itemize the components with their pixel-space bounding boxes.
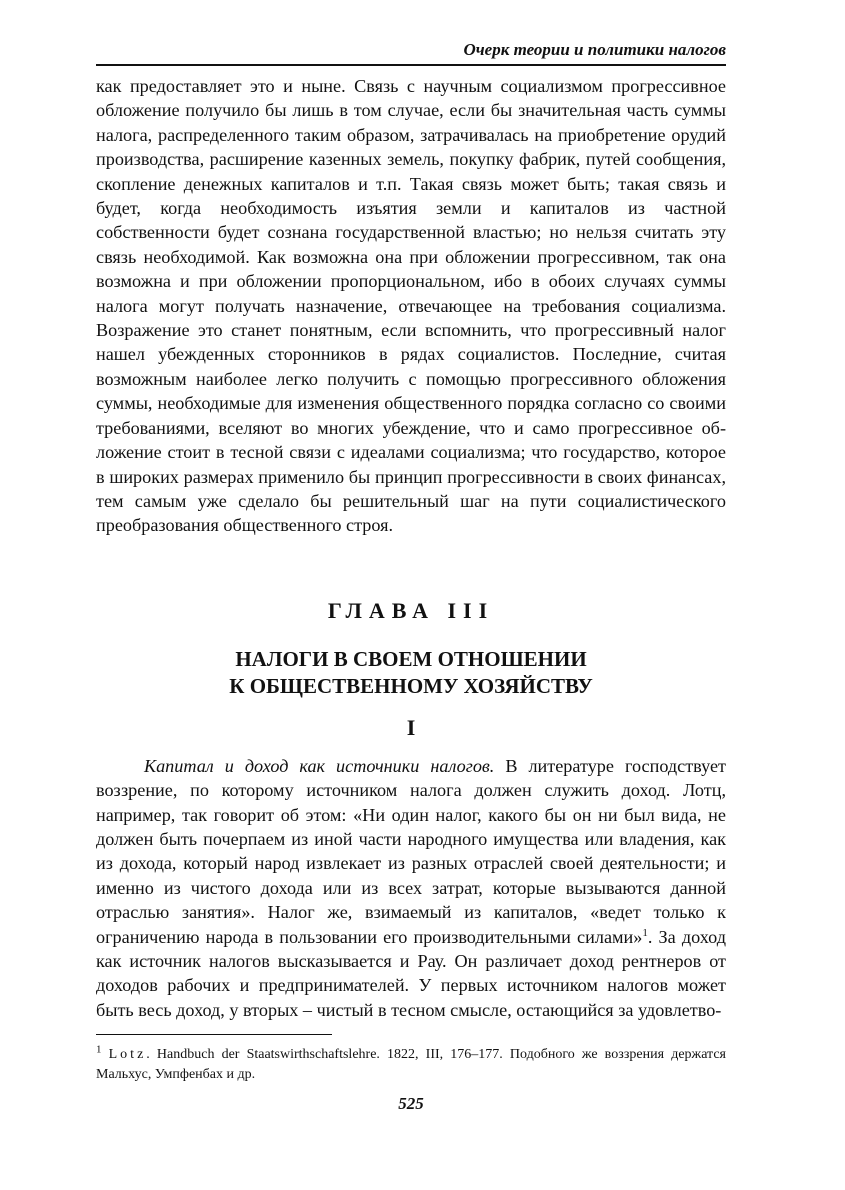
- footnote-divider: [96, 1034, 332, 1035]
- paragraph-text-a: В литературе господствует воззрение, по которому источником налога должен служить доход. Лотц, например, так говорит об этом: «Ни один налог, какого бы он ни был вида, не должен быть почерпаем из иной части народного имущества или владения, как из дохода, который народ извлекает из разных отраслей своей деятельности; и именно из чистого дохода или из всех затрат, которые вызываются данной отраслью занятия». Налог же, взимаемый из капиталов, «ведет только к ограничению народа в пользовании его производительными силами»: [96, 755, 726, 947]
- footnote-marker: 1: [96, 1043, 102, 1056]
- chapter-title-line-2: К ОБЩЕСТВЕННОМУ ХОЗЯЙСТВУ: [229, 673, 593, 698]
- paragraph-text-b: . За доход как источник налогов высказывается и Рау. Он различает доход рентнеров от доходов рабочих и предпринимателей. У первых источником налогов может быть весь доход, у вторых – чистый в тесном смысле, остающийся за удовлетво-: [96, 926, 726, 1020]
- chapter-label: ГЛАВА III: [327, 597, 495, 623]
- footnote-author: Lotz: [108, 1047, 147, 1063]
- footnote-reference[interactable]: 1: [642, 926, 648, 939]
- paragraph-continued: как предоставляет это и ныне. Связь с научным социализмом прогрессивное обложение получило бы лишь в том случае, если бы значительная часть суммы налога, распределенного таким образом, затрачивалась на приобретение орудий производства, расширение казенных земель, покупку фабрик, путей сообщения, скопление денежных капиталов и т.п. Такая связь может быть; такая связь и будет, когда необходимость изъятия земли и капиталов из частной собственности будет сознана государственной властью; но нельзя считать эту связь необходимой. Как возможна она при обложении прогрессивном, так она возможна и при обложении пропорциональном, ибо в обоих случаях суммы налога могут получать назначение, отвечающее на требования социализма. Возражение это станет понятным, если вспомнить, что прогрессивный налог нашел убежденных сторонников в рядах социалистов. Последние, считая возможным наиболее легко получить с помощью прогрессивного обложения суммы, необходимые для изменения общественного порядка согласно со своими требованиями, вселяют во многих убеждение, что и само прогрессивное обложение стоит в тесной связи с идеалами социализма; что государство, которое в широких размерах применило бы принцип прогрессивности в своих финансах, тем самым уже сделало бы решительный шаг на пути социалистического преобразования общественного строя.: [96, 76, 726, 536]
- page-number: 525: [398, 1094, 424, 1114]
- section-number: I: [406, 714, 416, 740]
- book-page: [96, 38, 726, 1114]
- chapter-title-line-1: НАЛОГИ В СВОЕМ ОТНОШЕНИИ: [235, 646, 587, 671]
- paragraph-capital-income: [96, 754, 726, 1022]
- footnote: [96, 1045, 726, 1085]
- running-head: Очерк теории и политики налогов: [96, 38, 726, 66]
- footnote-text: . Handbuch der Staatswirthschaftslehre. 1822, III, 176–177. Подобного же воззрения держатся Мальхус, Умпфенбах и др.: [96, 1047, 726, 1083]
- paragraph-lead: Капитал и доход как источники налогов.: [144, 755, 495, 776]
- chapter-title: [96, 646, 726, 700]
